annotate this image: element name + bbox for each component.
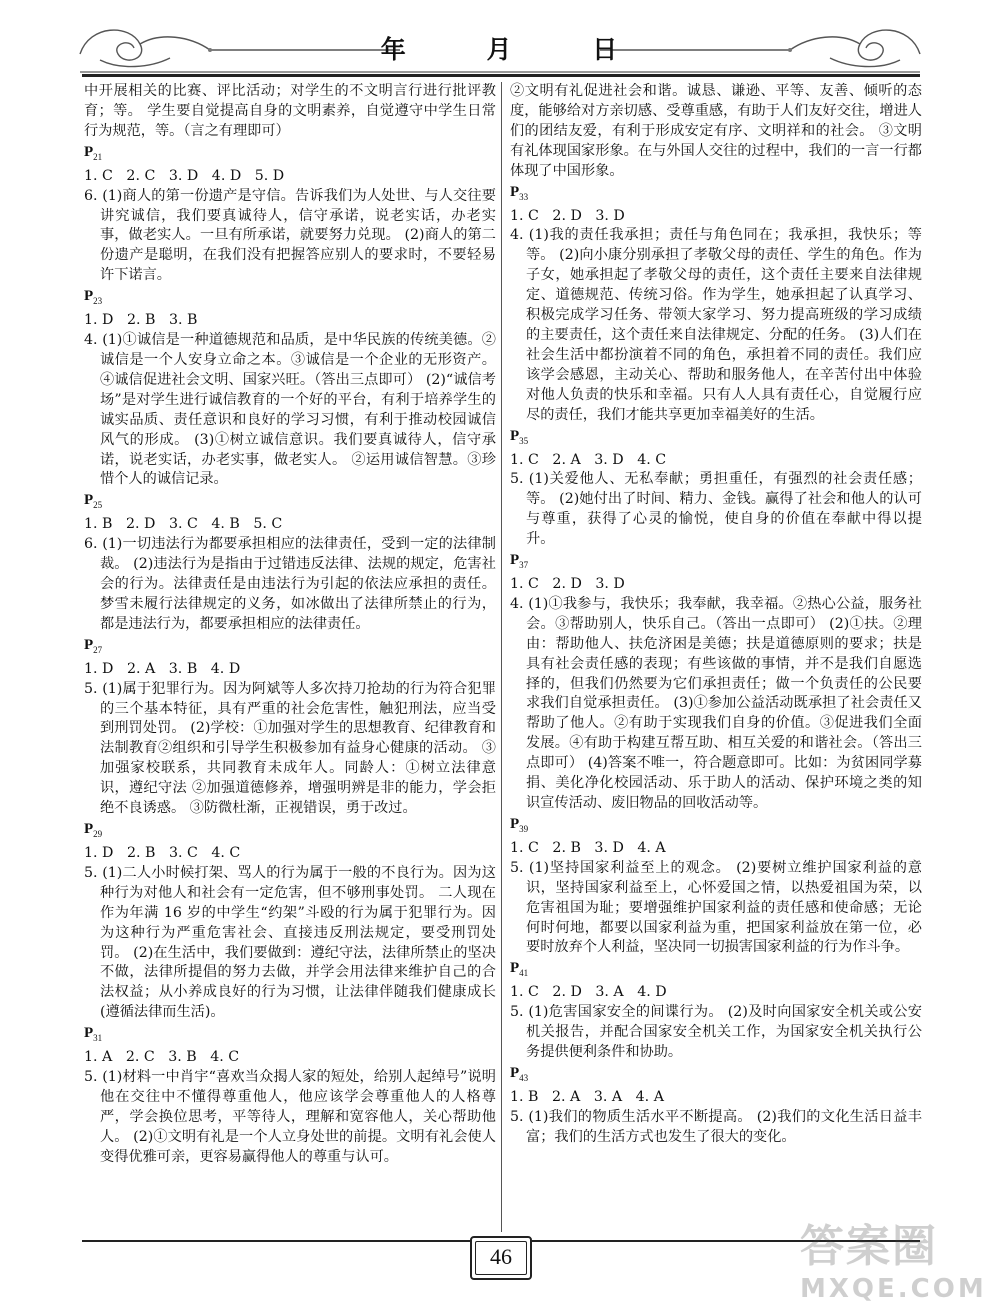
text-p23: 4. (1)①诚信是一种道德规范和品质，是中华民族的传统美德。②诚信是一个人安身立命之本。③诚信是一个企业的无形资产。 ④诚信促进社会文明、国家兴旺。（答出三点即可） (2)“诚信考场”是对学生进行诚信教育的一个好的平台，有利于培养学生的诚实品质、责任意识和良好的学习习惯，有利于推动校园诚信风气的形成。 (3)①树立诚信意识。我们要真诚待人，信守承诺，说老实话，办老实事，做老实人。 ②运用诚信智慧。③珍惜个人的诚信记录。 [84, 332, 496, 488]
answers-p21: 1. C 2. C 3. D 4. D 5. D [84, 167, 285, 184]
watermark-logo: 答案圈 MXQE.COM [800, 1221, 987, 1304]
section-label-p29: $P_{29}$ [84, 821, 103, 839]
column-divider [501, 82, 502, 1232]
text-p27: 5. (1)属于犯罪行为。因为阿斌等人多次持刀抢劫的行为符合犯罪的三个基本特征，具有严重的社会危害性，触犯刑法，应当受到刑罚处罚。 (2)学校：①加强对学生的思想教育、纪律教育和法制教育②组织和引导学生积极参加有益身心健康的活动。 ③加强家校联系，共同教育未成年人。同龄人：①树立法律意识，遵纪守法 ②加强道德修养，增强明辨是非的能力，学会拒绝不良诱惑。 ③防微杜渐，正视错误，勇于改过。 [84, 680, 496, 817]
answers-p41: 1. C 2. D 3. A 4. D [510, 984, 667, 1001]
page-header [70, 14, 930, 76]
answers-p33: 1. C 2. D 3. D [510, 207, 625, 224]
section-label-p33: $P_{33}$ [510, 183, 529, 202]
answers-p25: 1. B 2. D 3. C 4. B 5. C [84, 516, 283, 533]
left-column [84, 82, 496, 1168]
answers-p37: 1. C 2. D 3. D [510, 576, 625, 593]
section-label-p31: $P_{31}$ [84, 1025, 103, 1044]
answers-p31: 1. A 2. C 3. B 4. C [84, 1049, 240, 1066]
text-p29: 5. (1)二人小时候打架、骂人的行为属于一般的不良行为。因为这种行为对他人和社会有一定危害，但不够刑事处罚。 二人现在作为年满 16 岁的中学生“约架”斗殴的行为属于犯罪行为。因为这种行为严重危害社会、直接违反刑法规定，要受刑罚处罚。 (2)在生活中，我们要做到：遵纪守法，法律所禁止的坚决不做，法律所提倡的努力去做，并学会用法律来维护自己的合法权益；从小养成良好的行为习惯，让法律伴随我们健康成长(遵循法律而生活)。 [84, 864, 496, 1021]
text-p25: 6. (1)一切违法行为都要承担相应的法律责任，受到一定的法律制裁。 (2)违法行为是指由于过错违反法律、法规的规定，危害社会的行为。法律责任是由违法行为引起的依法应承担的责任。梦雪未履行法律规定的义务，如冰做出了法律所禁止的行为，都是违法行为，都要承担相应的法律责任。 [84, 536, 496, 632]
text-p41: 5. (1)危害国家安全的间谍行为。 (2)及时向国家安全机关或公安机关报告，并配合国家安全机关工作，为国家安全机关执行公务提供便利条件和协助。 [510, 1004, 922, 1061]
text-p39: 5. (1)坚持国家利益至上的观念。 (2)要树立维护国家利益的意识，坚持国家利益至上，心怀爱国之情，以热爱祖国为荣，以危害祖国为耻；要增强维护国家利益的责任感和使命感；无论何时何地，都要以国家利益为重，把国家利益放在第一位，必要时放弃个人利益，坚决同一切损害国家利益的行为作斗争。 [510, 859, 922, 956]
year-label: 年 [380, 35, 408, 64]
answers-p39: 1. C 2. B 3. D 4. A [510, 839, 666, 856]
day-label: 日 [592, 35, 620, 64]
text-p21: 6. (1)商人的第一份遗产是守信。告诉我们为人处世、与人交往要讲究诚信，我们要真诚待人，信守承诺，说老实话，办老实事，做老实人。一旦有所承诺，就要努力兑现。 (2)商人的第二份遗产是聪明，在我们没有把握答应别人的要求时，不要轻易许下诺言。 [84, 187, 496, 284]
section-label-p41: $P_{41}$ [510, 960, 529, 979]
section-label-p35: $P_{35}$ [510, 427, 529, 446]
answers-p35: 1. C 2. A 3. D 4. C [510, 451, 667, 468]
answers-p23: 1. D 2. B 3. B [84, 312, 198, 329]
right-column [510, 82, 922, 1148]
text-p35: 5. (1)关爱他人、无私奉献；勇担重任，有强烈的社会责任感；等。 (2)她付出了时间、精力、金钱。赢得了社会和他人的认可与尊重，获得了心灵的愉悦，使自身的价值在奉献中得以提升。 [510, 471, 922, 548]
section-label-p21: $P_{21}$ [84, 143, 103, 162]
text-p37: 4. (1)①我参与，我快乐；我奉献，我幸福。②热心公益，服务社会。③帮助别人，快乐自己。（答出一点即可） (2)①扶。②理由：帮助他人、扶危济困是美德；扶是道德原则的要求；扶是具有社会责任感的表现；有些该做的事情，并不是我们自愿选择的，但我们仍然要为它们承担责任；做一个负责任的公民要求我们自觉承担责任。 (3)①参加公益活动既承担了社会责任又帮助了他人。②有助于实现我们自身的价值。③促进我们全面发展。④有助于构建互帮互助、相互关爱的和谐社会。（答出三点即可） (4)答案不唯一，符合题意即可。比如：为贫困同学募捐、美化净化校园活动、乐于助人的活动、保护环境之类的知识宣传活动、废旧物品的回收活动等。 [510, 595, 922, 811]
right-intro: ②文明有礼促进社会和谐。诚恳、谦逊、平等、友善、倾听的态度，能够给对方亲切感、受尊重感，有助于人们友好交往，增进人们的团结友爱，有利于形成安定有序、文明祥和的社会。 ③文明有礼体现国家形象。在与外国人交往的过程中，我们的一言一行都体现了中国形象。 [510, 83, 922, 179]
section-label-p37: $P_{37}$ [510, 552, 529, 571]
text-p43: 5. (1)我们的物质生活水平不断提高。 (2)我们的文化生活日益丰富；我们的生活方式也发生了很大的变化。 [510, 1108, 922, 1145]
header-rule [82, 74, 920, 77]
page-number: 46 [470, 1236, 532, 1280]
answers-p43: 1. B 2. A 3. A 4. A [510, 1088, 664, 1105]
answers-p27: 1. D 2. A 3. B 4. D [84, 660, 241, 677]
left-intro: 中开展相关的比赛、评比活动；对学生的不文明言行进行批评教育；等。 学生要自觉提高自身的文明素养，自觉遵守中学生日常行为规范，等。（言之有理即可） [84, 83, 496, 139]
month-label: 月 [486, 35, 514, 64]
text-p31: 5. (1)材料一中肖宇“喜欢当众揭人家的短处，给别人起绰号”说明他在交往中不懂得尊重他人，他应该学会尊重他人的人格尊严，学会换位思考，平等待人，理解和宽容他人，关心帮助他人。 (2)①文明有礼是一个人立身处世的前提。文明有礼会使人变得优雅可亲，更容易赢得他人的尊重与认可。 [84, 1069, 496, 1165]
date-title [70, 30, 930, 66]
section-label-p39: $P_{39}$ [510, 815, 529, 834]
section-label-p27: $P_{27}$ [84, 636, 103, 655]
section-label-p23: $P_{23}$ [84, 288, 103, 307]
section-label-p25: $P_{25}$ [84, 492, 103, 511]
text-p33: 4. (1)我的责任我承担；责任与角色同在；我承担，我快乐；等等。 (2)向小康分别承担了孝敬父母的责任、学生的角色。作为子女，她承担起了孝敬父母的责任，这个责任主要来自法律规定、道德规范、传统习俗。作为学生，她承担起了认真学习、积极完成学习任务、带领大家学习、努力提高班级的学习成绩的主要责任，这个责任来自法律规定、分配的任务。 (3)人们在社会生活中都扮演着不同的角色，承担着不同的责任。我们应该学会感恩，主动关心、帮助和服务他人，在辛苦付出中体验对他人负责的快乐和幸福。只有人人具有责任心，自觉履行应尽的责任，我们才能共享更加幸福美好的生活。 [510, 227, 922, 423]
answers-p29: 1. D 2. B 3. C 4. C [84, 845, 241, 861]
section-label-p43: $P_{43}$ [510, 1064, 529, 1083]
